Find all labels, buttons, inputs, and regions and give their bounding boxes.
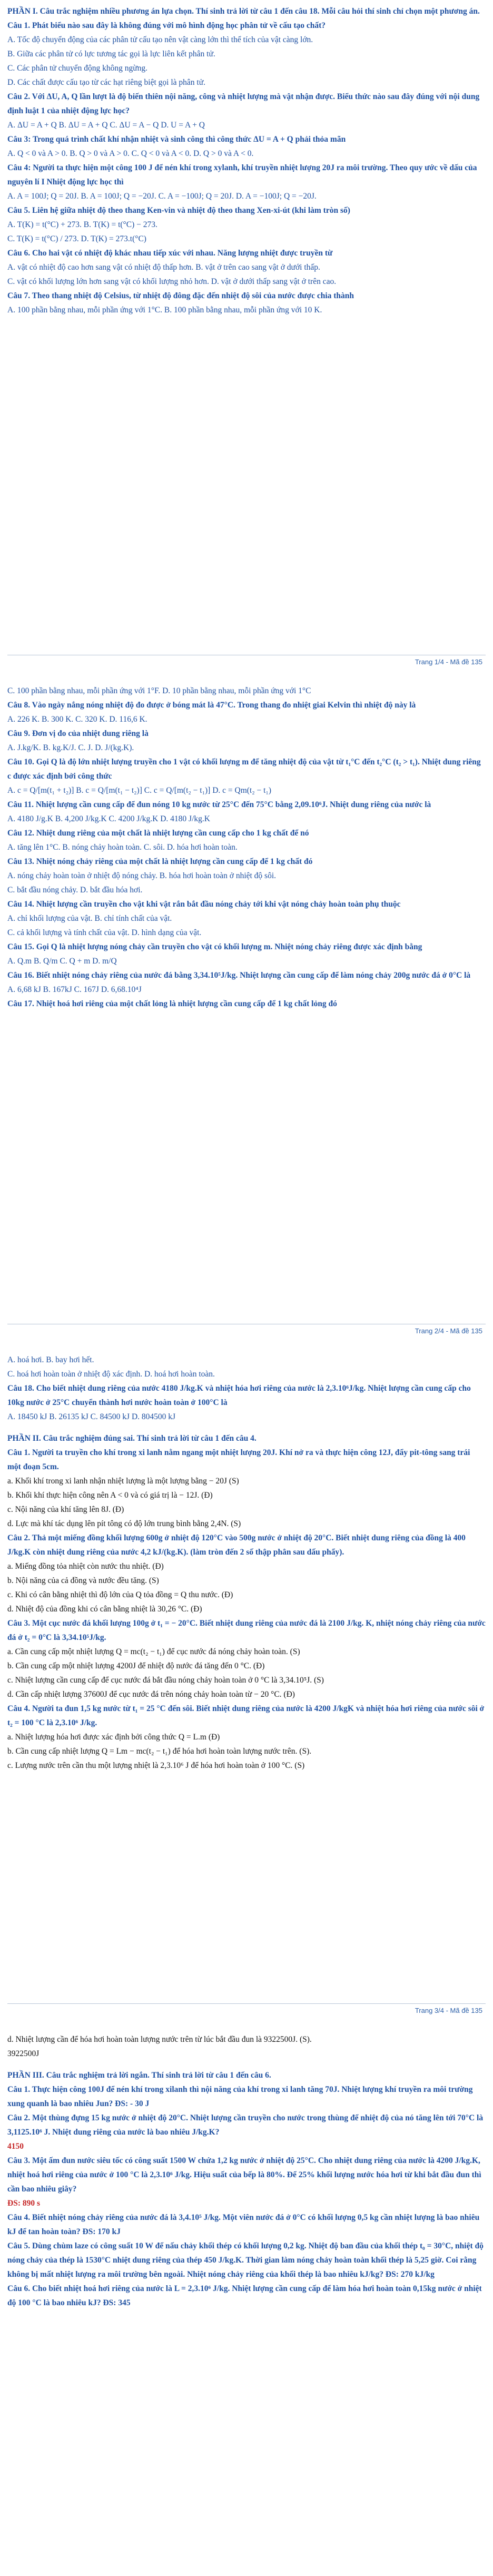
answer-options: A. tăng lên 1°C. B. nóng chảy hoàn toàn. C. sôi. D. hóa hơi hoàn toàn. bbox=[7, 843, 238, 852]
answer-options: C. bắt đầu nóng chảy. D. bắt đầu hóa hơi. bbox=[7, 886, 143, 894]
sheet-3-content bbox=[7, 1353, 486, 1773]
question-stem: Câu 5. Dùng chùm laze có công suất 10 W để nấu chảy khối thép có khối lượng 0,2 kg. Nhiệt độ ban đầu của khối thép t₀ = 30°C, nhiệt độ nóng chảy của thép là 1530°C nhiệt dung riêng của thép 450 J/kg.K. Thời gian làm nóng chảy hoàn toàn khối thép là 5,25 giờ. Coi rằng không bị mất nhiệt lượng ra môi trường bên ngoài. Nhiệt nóng chảy riêng của khối thép là bao nhiêu kJ/kg? ĐS: 270 kJ/kg bbox=[7, 2241, 484, 2279]
question-stem: Câu 4: Người ta thực hiện một công 100 J để nén khí trong xylanh, khí truyền nhiệt lượng 20J ra môi trường. Theo quy ước về dấu của nguyên lí I Nhiệt động lực học thì bbox=[7, 163, 477, 186]
true-false-statement: a. Nhiệt lượng hóa hơi được xác định bởi công thức Q = L.m (Đ) bbox=[7, 1733, 220, 1742]
question-stem: Câu 4. Biết nhiệt nóng chảy riêng của nước đá là 3,4.10⁵ J/kg. Một viên nước đá ở 0°C có khối lượng 0,5 kg cần nhiệt lượng là bao nhiêu kJ để tan hoàn toàn? ĐS: 170 kJ bbox=[7, 2213, 480, 2236]
answer-options: C. 100 phần bằng nhau, mỗi phần ứng với 1°F. D. 10 phần bằng nhau, mỗi phần ứng với 1°C bbox=[7, 686, 311, 695]
answer-options: A. 100 phần bằng nhau, mỗi phần ứng với 1°C. B. 100 phần bằng nhau, mỗi phần ứng với 10 K. bbox=[7, 306, 322, 314]
true-false-statement: b. Nội năng của cả đồng và nước đều tăng. (S) bbox=[7, 1576, 159, 1585]
question-stem: Câu 6. Cho biết nhiệt hoá hơi riêng của nước là L = 2,3.10⁶ J/kg. Nhiệt lượng cần cung cấp để làm hóa hơi hoàn toàn 0,15kg nước ở nhiệt độ 100 °C là bao nhiêu kJ? ĐS: 345 bbox=[7, 2284, 482, 2307]
sheet-4-content bbox=[7, 2032, 486, 2310]
page-sheet-3 bbox=[0, 1349, 493, 2018]
page-footer: Trang 1/4 - Mã đề 135 bbox=[415, 658, 482, 666]
spacer bbox=[7, 1424, 486, 1431]
section-heading: PHẦN II. Câu trắc nghiệm đúng sai. Thí sinh trả lời từ câu 1 đến câu 4. bbox=[7, 1434, 257, 1443]
answer-options: A. ΔU = A + Q B. ΔU = A + Q C. ΔU = A − Q D. U = A + Q bbox=[7, 121, 205, 130]
section-heading: PHẦN III. Câu trắc nghiệm trả lời ngắn. Thí sinh trả lời từ câu 1 đến câu 6. bbox=[7, 2071, 271, 2080]
question-stem: Câu 16. Biết nhiệt nóng chảy riêng của nước đá bằng 3,34.10⁵J/kg. Nhiệt lượng cần cung cấp để làm nóng chảy 200g nước đá ở 0°C là bbox=[7, 971, 471, 980]
true-false-statement: c. Khi có cân bằng nhiệt thì độ lớn của Q tỏa đồng = Q thu nước. (Đ) bbox=[7, 1590, 233, 1599]
true-false-statement: c. Lượng nước trên cần thu một lượng nhiệt là 2,3.10⁶ J để hóa hơi hoàn toàn ở 100 °C. (S) bbox=[7, 1761, 305, 1770]
true-false-statement: c. Nội năng của khí tăng lên 8J. (Đ) bbox=[7, 1505, 124, 1514]
answer-options: C. hoá hơi hoàn toàn ở nhiệt độ xác định. D. hoá hơi hoàn toàn. bbox=[7, 1370, 215, 1379]
true-false-statement: a. Miếng đồng tỏa nhiệt còn nước thu nhiệt. (Đ) bbox=[7, 1562, 164, 1571]
answer-options: A. nóng chảy hoàn toàn ở nhiệt độ nóng chảy. B. hóa hơi hoàn toàn ở nhiệt độ sôi. bbox=[7, 871, 277, 880]
true-false-statement: d. Cần cấp nhiệt lượng 37600J để cục nước đá trên nóng chảy hoàn toàn từ − 20 °C. (Đ) bbox=[7, 1690, 295, 1699]
answer-options: A. 6,68 kJ B. 167kJ C. 167J D. 6,68.10⁴J bbox=[7, 985, 142, 994]
question-stem: Câu 2. Với ΔU, A, Q lần lượt là độ biến thiên nội năng, công và nhiệt lượng mà vật nhận được. Biểu thức nào sau đây đúng với nội dung định luật 1 của nhiệt động lực học? bbox=[7, 92, 480, 115]
true-false-statement: a. Khối khí trong xi lanh nhận nhiệt lượng là một lượng bằng − 20J (S) bbox=[7, 1477, 239, 1486]
question-stem: Câu 3. Một cục nước đá khối lượng 100g ở t₁ = − 20°C. Biết nhiệt dung riêng của nước đá là 2100 J/kg. K, nhiệt nóng chảy riêng của nước đá ở t₂ = 0°C là 3,34.10⁵J/kg. bbox=[7, 1619, 486, 1642]
spacer bbox=[7, 2061, 486, 2068]
question-stem: Câu 2. Thả một miếng đồng khối lượng 600g ở nhiệt độ 120°C vào 500g nước ở nhiệt độ 20°C. Biết nhiệt dung riêng của đồng là 400 J/kg.K còn nhiệt dung riêng của nước 4,2 kJ/(kg.K). (làm tròn đến 2 số thập phân sau dấu phẩy). bbox=[7, 1533, 466, 1557]
question-stem: Câu 13. Nhiệt nóng chảy riêng của một chất là nhiệt lượng cần cung cấp để 1 kg chất đó bbox=[7, 857, 313, 866]
answer-options: A. 18450 kJ B. 26135 kJ C. 84500 kJ D. 804500 kJ bbox=[7, 1412, 176, 1421]
question-stem: Câu 5. Liên hệ giữa nhiệt độ theo thang Ken-vin và nhiệt độ theo thang Xen-xi-út (khi làm tròn số) bbox=[7, 206, 350, 215]
answer-options: A. T(K) = t(°C) + 273. B. T(K) = t(°C) − 273. bbox=[7, 220, 157, 229]
answer-options: A. 4180 J/g.K B. 4,200 J/kg.K C. 4200 J/kg.K D. 4180 J/kg.K bbox=[7, 814, 210, 823]
page-sheet-4 bbox=[0, 2028, 493, 2576]
question-stem: Câu 14. Nhiệt lượng cần truyền cho vật khi vật rắn bắt đầu nóng chảy tới khi vật nóng chảy hoàn toàn phụ thuộc bbox=[7, 900, 401, 909]
page-separator bbox=[7, 2003, 486, 2004]
question-stem: Câu 11. Nhiệt lượng cần cung cấp để đun nóng 10 kg nước từ 25°C đến 75°C bằng 2,09.10⁶J. Nhiệt dung riêng của nước là bbox=[7, 800, 431, 809]
sheet-1-content bbox=[7, 4, 486, 317]
section-heading: PHẦN I. Câu trắc nghiệm nhiều phương án lựa chọn. Thí sinh trả lời từ câu 1 đến câu 18. Mỗi câu hỏi thí sinh chỉ chọn một phương án. bbox=[7, 7, 480, 16]
answer-options: A. A = 100J; Q = 20J. B. A = 100J; Q = −20J. C. A = −100J; Q = 20J. D. A = −100J; Q = −20J. bbox=[7, 192, 317, 201]
question-stem: Câu 3: Trong quá trình chất khí nhận nhiệt và sinh công thì công thức ΔU = A + Q phải thỏa mãn bbox=[7, 135, 346, 144]
question-stem: Câu 10. Gọi Q là độ lớn nhiệt lượng truyền cho 1 vật có khối lượng m để tăng nhiệt độ của vật từ t₁°C đến t₂°C (t₂ > t₁). Nhiệt dung riêng c được xác định bởi công thức bbox=[7, 758, 481, 781]
question-stem: Câu 2. Một thùng đựng 15 kg nước ở nhiệt độ 20°C. Nhiệt lượng cần truyền cho nước trong thùng để nhiệt độ của nó tăng lên tới 70°C là 3,1125.10⁶ J. Nhiệt dung riêng của nước là bao nhiêu J/kg.K? bbox=[7, 2113, 484, 2137]
question-stem: Câu 1. Người ta truyền cho khí trong xi lanh nằm ngang một nhiệt lượng 20J. Khí nở ra và thực hiện công 12J, đẩy pit-tông sang trái một đoạn 5cm. bbox=[7, 1448, 470, 1471]
answer-options: C. vật có khối lượng lớn hơn sang vật có khối lượng nhỏ hơn. D. vật ở dưới thấp sang vật ở trên cao. bbox=[7, 277, 337, 286]
answer-options: A. Q < 0 và A > 0. B. Q > 0 và A > 0. C. Q < 0 và A < 0. D. Q > 0 và A < 0. bbox=[7, 149, 254, 158]
page-sheet-2 bbox=[0, 680, 493, 1338]
sheet-2-content bbox=[7, 684, 486, 1011]
answer-options: A. hoá hơi. B. bay hơi hết. bbox=[7, 1355, 94, 1364]
answer-options: A. Q.m B. Q/m C. Q + m D. m/Q bbox=[7, 957, 117, 966]
true-false-statement: a. Cần cung cấp một nhiệt lượng Q = mc(t₂ − t₁) để cục nước đá nóng chảy hoàn toàn. (S) bbox=[7, 1647, 300, 1656]
page-footer: Trang 3/4 - Mã đề 135 bbox=[415, 2007, 482, 2014]
answer-options: A. J.kg/K. B. kg.K/J. C. J. D. J/(kg.K). bbox=[7, 743, 134, 752]
true-false-statement: c. Nhiệt lượng cần cung cấp để cục nước đá bắt đầu nóng chảy hoàn toàn ở 0 °C là 3,34.10⁵J. (S) bbox=[7, 1676, 324, 1685]
page-sheet-1 bbox=[0, 0, 493, 669]
answer-key: ĐS: 890 s bbox=[7, 2199, 41, 2208]
question-stem: Câu 4. Người ta đun 1,5 kg nước từ t₁ = 25 °C đến sôi. Biết nhiệt dung riêng của nước là 4200 J/kgK và nhiệt hóa hơi riêng của nước sôi ở t₂ = 100 °C là 2,3.10⁶ J/kg. bbox=[7, 1704, 485, 1727]
question-stem: Câu 12. Nhiệt dung riêng của một chất là nhiệt lượng cần cung cấp cho 1 kg chất để nó bbox=[7, 829, 309, 838]
question-stem: Câu 3. Một ấm đun nước siêu tốc có công suất 1500 W chứa 1,2 kg nước ở nhiệt độ 25°C. Cho nhiệt dung riêng của nước là 4200 J/kg.K, nhiệt hoá hơi riêng của nước ở 100 °C là 2,3.10⁶ J/kg. Hiệu suất của bếp là 80%. Để 25% khối lượng nước hóa hơi từ khi bắt đầu đun thì cần bao nhiêu giây? bbox=[7, 2156, 481, 2194]
answer-options: C. T(K) = t(°C) / 273. D. T(K) = 273.t(°C) bbox=[7, 234, 146, 243]
true-false-statement: d. Nhiệt lượng cần để hóa hơi hoàn toàn lượng nước trên từ lúc bắt đầu đun là 9322500J. (S). bbox=[7, 2035, 312, 2044]
answer-options: B. Giữa các phân tử có lực tương tác gọi là lực liên kết phân tử. bbox=[7, 50, 215, 58]
question-stem: Câu 8. Vào ngày nắng nóng nhiệt độ đo được ở bóng mát là 47°C. Trong thang đo nhiệt giai Kelvin thì nhiệt độ này là bbox=[7, 701, 416, 710]
question-stem: Câu 17. Nhiệt hoá hơi riêng của một chất lỏng là nhiệt lượng cần cung cấp để 1 kg chất lỏng đó bbox=[7, 999, 337, 1008]
answer-options: A. 226 K. B. 300 K. C. 320 K. D. 116,6 K. bbox=[7, 715, 147, 724]
note-text: 3922500J bbox=[7, 2049, 40, 2058]
question-stem: Câu 9. Đơn vị đo của nhiệt dung riêng là bbox=[7, 729, 149, 738]
answer-key: 4150 bbox=[7, 2142, 24, 2151]
question-stem: Câu 1. Thực hiện công 100J để nén khí trong xilanh thì nội năng của khí trong xi lanh tăng 70J. Nhiệt lượng khí truyền ra môi trường xung quanh là bao nhiêu Jun? ĐS: - 30 J bbox=[7, 2085, 473, 2108]
true-false-statement: b. Khối khí thực hiện công nên A < 0 và có giá trị là − 12J. (Đ) bbox=[7, 1491, 213, 1500]
answer-options: A. c = Q/[m(t₁ + t₂)] B. c = Q/[m(t₁ − t₂)] C. c = Q/[m(t₂ − t₁)] D. c = Qm(t₂ − t₁) bbox=[7, 786, 272, 795]
question-stem: Câu 15. Gọi Q là nhiệt lượng nóng chảy cần truyền cho vật có khối lượng m. Nhiệt nóng chảy riêng được xác định bằng bbox=[7, 942, 422, 951]
page-footer: Trang 2/4 - Mã đề 135 bbox=[415, 1327, 482, 1335]
answer-options: D. Các chất được cấu tạo từ các hạt riêng biệt gọi là phân tử. bbox=[7, 78, 205, 87]
answer-options: C. cả khối lượng và tính chất của vật. D. hình dạng của vật. bbox=[7, 928, 202, 937]
true-false-statement: d. Lực mà khí tác dụng lên pít tông có độ lớn trung bình bằng 2,4N. (S) bbox=[7, 1519, 241, 1528]
answer-options: A. chỉ khối lượng của vật. B. chỉ tính chất của vật. bbox=[7, 914, 172, 923]
true-false-statement: b. Cần cung cấp một nhiệt lượng 4200J để nhiệt độ nước đá tăng đến 0 °C. (Đ) bbox=[7, 1661, 265, 1670]
answer-options: A. vật có nhiệt độ cao hơn sang vật có nhiệt độ thấp hơn. B. vật ở trên cao sang vật ở dưới thấp. bbox=[7, 263, 320, 272]
question-stem: Câu 7. Theo thang nhiệt độ Celsius, từ nhiệt độ đông đặc đến nhiệt độ sôi của nước được chia thành bbox=[7, 291, 354, 300]
question-stem: Câu 6. Cho hai vật có nhiệt độ khác nhau tiếp xúc với nhau. Năng lượng nhiệt được truyền từ bbox=[7, 249, 333, 258]
question-stem: Câu 18. Cho biết nhiệt dung riêng của nước 4180 J/kg.K và nhiệt hóa hơi riêng của nước là 2,3.10⁶J/kg. Nhiệt lượng cần cung cấp cho 10kg nước ở 25°C chuyển thành hơi nước hoàn toàn ở 100°C là bbox=[7, 1384, 471, 1407]
question-stem: Câu 1. Phát biểu nào sau đây là không đúng với mô hình động học phân tử về cấu tạo chất? bbox=[7, 21, 326, 30]
true-false-statement: d. Nhiệt độ của đồng khi có cân bằng nhiệt là 30,26 °C. (Đ) bbox=[7, 1605, 202, 1614]
true-false-statement: b. Cần cung cấp nhiệt lượng Q = Lm − mc(t₂ − t₁) để hóa hơi hoàn toàn lượng nước trên. (S). bbox=[7, 1747, 312, 1756]
answer-options: C. Các phân tử chuyển động không ngừng. bbox=[7, 64, 148, 73]
answer-options: A. Tốc độ chuyển động của các phân tử cấu tạo nên vật càng lớn thì thể tích của vật càng lớn. bbox=[7, 35, 313, 44]
